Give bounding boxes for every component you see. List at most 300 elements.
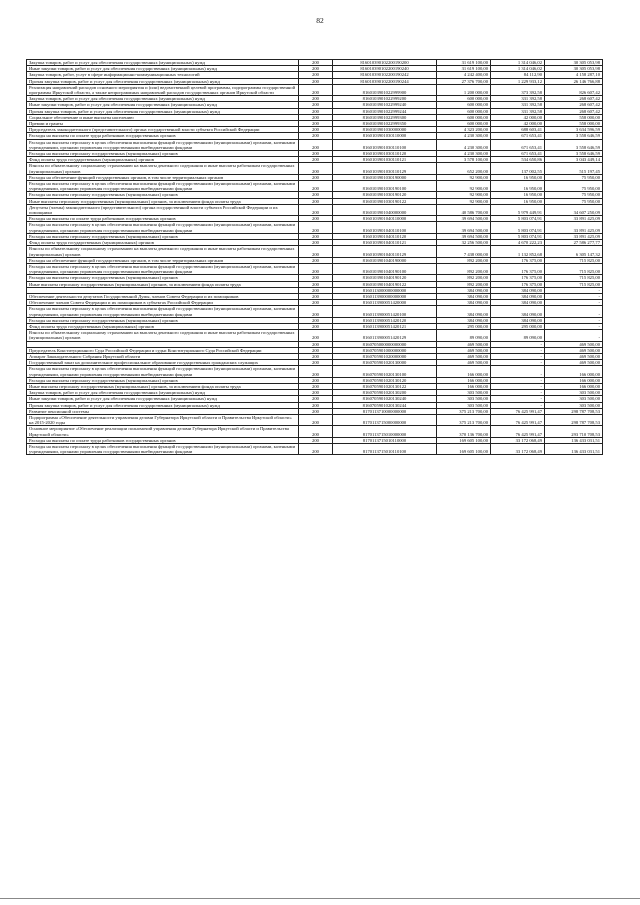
row-executed-cell: 373 392,58 <box>491 84 545 95</box>
row-name-cell: Расходы на выплаты персоналу государственных (муниципальных) органов <box>27 192 299 198</box>
row-name-cell: Расходы на выплаты персоналу в целях обеспечения выполнения функций государственными (муниципальными) органами, казенными учреждениями, органами управления государственными внебюджетными фондами <box>27 222 299 233</box>
row-code-cell: 8160103901040190100 <box>333 263 437 274</box>
row-code-cell: 8160103901030190100 <box>333 181 437 192</box>
page-bottom-rule <box>0 898 640 899</box>
row-approved-cell: 92 900,00 <box>437 174 491 180</box>
row-name-cell: Иные закупки товаров, работ и услуг для обеспечения государственных (муниципальных) нужд <box>27 66 299 72</box>
row-code-cell: 8160705901000000000 <box>333 347 437 353</box>
row-executed-cell: - <box>491 383 545 389</box>
row-org-cell: 200 <box>299 396 333 402</box>
row-org-cell: 200 <box>299 157 333 163</box>
row-code-cell: 8160103901030190120 <box>333 192 437 198</box>
row-code-cell: 8170113715010000000 <box>333 426 437 437</box>
row-name-cell: Расходы на обеспечение функций государственных органов, в том числе территориальных органов <box>27 257 299 263</box>
row-executed-cell: 176 375,00 <box>491 263 545 274</box>
row-executed-cell: 1 314 046,02 <box>491 60 545 66</box>
row-name-cell: Иные закупки товаров, работ и услуг для обеспечения государственных (муниципальных) нужд <box>27 102 299 108</box>
row-executed-cell: 176 375,00 <box>491 275 545 281</box>
row-name-cell: Взносы по обязательному социальному страхованию на выплаты денежного содержания и иные выплаты работникам государственных (муниципальных) органов <box>27 163 299 174</box>
row-name-cell: Расходы на выплаты персоналу государственных (муниципальных) органов <box>27 233 299 239</box>
row-name-cell: Расходы на выплаты персоналу в целях обеспечения выполнения функций государственными (муниципальными) органами, казенными учреждениями, органами управления государственными внебюджетными фондами <box>27 306 299 317</box>
row-executed-cell: 384 090,00 <box>491 287 545 293</box>
row-remaining-cell: 469 500,00 <box>545 341 603 347</box>
row-code-cell: 8160103901022999300 <box>333 114 437 120</box>
row-org-cell: 200 <box>299 317 333 323</box>
row-org-cell: 200 <box>299 163 333 174</box>
row-remaining-cell: 303 500,00 <box>545 396 603 402</box>
row-remaining-cell: 4 158 287,10 <box>545 72 603 78</box>
row-remaining-cell: 715 825,00 <box>545 281 603 287</box>
row-code-cell: 8160103901030110100 <box>333 139 437 150</box>
row-remaining-cell: 298 787 708,53 <box>545 414 603 425</box>
row-org-cell: 200 <box>299 444 333 455</box>
row-code-cell: 8160103901022999244 <box>333 108 437 114</box>
row-name-cell: Расходы на выплаты персоналу государственных (муниципальных) органов <box>27 377 299 383</box>
row-org-cell: 200 <box>299 293 333 299</box>
row-name-cell: Иные выплаты персоналу государственных (муниципальных) органов, за исключением фонда оплаты труда <box>27 198 299 204</box>
row-approved-cell: 303 500,00 <box>437 390 491 396</box>
row-executed-cell: 42 000,00 <box>491 121 545 127</box>
row-code-cell: 8160103901040190120 <box>333 275 437 281</box>
row-executed-cell: 16 950,00 <box>491 174 545 180</box>
row-name-cell: Депутаты (члены) законодательного (представительного) органа государственной власти субъекта Российской Федерации и их помощники <box>27 204 299 215</box>
row-executed-cell: 384 090,00 <box>491 317 545 323</box>
row-name-cell: Фонд оплаты труда государственных (муниципальных) органов <box>27 157 299 163</box>
row-code-cell: 8160103901040110121 <box>333 240 437 246</box>
row-org-cell: 200 <box>299 60 333 66</box>
row-executed-cell: 5 979 449,91 <box>491 204 545 215</box>
row-name-cell: Иные закупки товаров, работ и услуг для обеспечения государственных (муниципальных) нужд <box>27 396 299 402</box>
row-org-cell: 200 <box>299 151 333 157</box>
row-approved-cell: 31 619 100,00 <box>437 66 491 72</box>
row-code-cell: 8160705901020130120 <box>333 377 437 383</box>
row-remaining-cell: 469 500,00 <box>545 347 603 353</box>
row-executed-cell: 534 650,86 <box>491 157 545 163</box>
row-approved-cell: 469 500,00 <box>437 353 491 359</box>
row-org-cell: 200 <box>299 192 333 198</box>
table-row <box>27 181 603 192</box>
row-executed-cell: - <box>491 366 545 377</box>
row-executed-cell: 331 392,58 <box>491 96 545 102</box>
row-org-cell: 200 <box>299 84 333 95</box>
row-org-cell: 200 <box>299 390 333 396</box>
row-approved-cell: 4 230 300,00 <box>437 139 491 150</box>
table-row <box>27 414 603 425</box>
row-executed-cell: 1 229 933,12 <box>491 78 545 84</box>
row-org-cell: 200 <box>299 127 333 133</box>
row-approved-cell: 469 500,00 <box>437 360 491 366</box>
row-code-cell: 8160103901030110000 <box>333 133 437 139</box>
row-remaining-cell: 27 586 277,77 <box>545 240 603 246</box>
row-executed-cell: 1 132 852,68 <box>491 246 545 257</box>
row-approved-cell: 166 000,00 <box>437 377 491 383</box>
row-approved-cell: 4 230 300,00 <box>437 151 491 157</box>
row-org-cell: 200 <box>299 181 333 192</box>
page-number: 82 <box>316 16 324 25</box>
row-name-cell: Обеспечение деятельности депутатов Государственной Думы, членов Совета Федерации и их помощников <box>27 293 299 299</box>
row-remaining-cell: 33 891 425,09 <box>545 222 603 233</box>
row-code-cell: 8160705901020130244 <box>333 402 437 408</box>
row-remaining-cell: 826 607,42 <box>545 84 603 95</box>
row-remaining-cell: 303 500,00 <box>545 402 603 408</box>
row-name-cell: Фонд оплаты труда государственных (муниципальных) органов <box>27 323 299 329</box>
row-executed-cell: 671 653,41 <box>491 139 545 150</box>
table-row <box>27 437 603 443</box>
row-code-cell: 8160705901020130100 <box>333 366 437 377</box>
row-approved-cell: 39 694 500,00 <box>437 233 491 239</box>
row-org-cell: 200 <box>299 437 333 443</box>
row-approved-cell: 892 200,00 <box>437 281 491 287</box>
row-remaining-cell: 268 607,42 <box>545 108 603 114</box>
row-org-cell: 200 <box>299 216 333 222</box>
row-name-cell: Расходы на выплаты персоналу в целях обеспечения выполнения функций государственными (муниципальными) органами, казенными учреждениями, органами управления государственными внебюджетными фондами <box>27 181 299 192</box>
row-org-cell: 200 <box>299 275 333 281</box>
row-approved-cell: 384 090,00 <box>437 293 491 299</box>
row-name-cell: Расходы на выплаты по оплате труда работников государственных органов <box>27 437 299 443</box>
row-remaining-cell: 715 825,00 <box>545 257 603 263</box>
row-name-cell: Аппарат Законодательного Собрания Иркутской области <box>27 353 299 359</box>
row-remaining-cell: 30 305 053,98 <box>545 66 603 72</box>
row-code-cell: 8160705901020000000 <box>333 353 437 359</box>
row-approved-cell: 40 586 700,00 <box>437 204 491 215</box>
row-org-cell: 200 <box>299 198 333 204</box>
row-org-cell: 200 <box>299 287 333 293</box>
row-executed-cell: 76 425 991,47 <box>491 408 545 414</box>
table-row <box>27 444 603 455</box>
row-remaining-cell: 136 433 031,51 <box>545 437 603 443</box>
row-code-cell: 8160103901040190122 <box>333 281 437 287</box>
row-approved-cell: 600 000,00 <box>437 114 491 120</box>
row-remaining-cell: 34 607 250,09 <box>545 204 603 215</box>
row-approved-cell: 892 200,00 <box>437 263 491 274</box>
row-approved-cell: 92 900,00 <box>437 198 491 204</box>
row-name-cell: Расходы на выплаты персоналу в целях обеспечения выполнения функций государственными (муниципальными) органами, казенными учреждениями, органами управления государственными внебюджетными фондами <box>27 263 299 274</box>
row-approved-cell: 169 605 100,00 <box>437 437 491 443</box>
row-name-cell: Иные выплаты персоналу государственных (муниципальных) органов, за исключением фонда оплаты труда <box>27 383 299 389</box>
row-executed-cell: 16 950,00 <box>491 181 545 192</box>
row-code-cell: 8160113900051420121 <box>333 323 437 329</box>
row-remaining-cell: - <box>545 330 603 341</box>
table-row <box>27 246 603 257</box>
row-name-cell: Подпрограмма «Обеспечение деятельности управления делами Губернатора Иркутской области и Правительства Иркутской области» на 2015-2020 годы <box>27 414 299 425</box>
row-approved-cell: 166 000,00 <box>437 383 491 389</box>
table-row <box>27 222 603 233</box>
row-approved-cell: 384 090,00 <box>437 306 491 317</box>
row-remaining-cell: 3 558 646,59 <box>545 139 603 150</box>
row-approved-cell: 600 000,00 <box>437 121 491 127</box>
row-name-cell: Расходы на выплаты персоналу государственных (муниципальных) органов <box>27 317 299 323</box>
row-name-cell: Государственный заказ на дополнительное профессиональное образование государственных гражданских служащих <box>27 360 299 366</box>
row-code-cell: 816010390102200190242 <box>333 72 437 78</box>
row-remaining-cell: 515 197,45 <box>545 163 603 174</box>
row-executed-cell: 688 603,41 <box>491 127 545 133</box>
row-remaining-cell: 558 000,00 <box>545 114 603 120</box>
row-remaining-cell: 303 500,00 <box>545 390 603 396</box>
row-approved-cell: 27 376 700,00 <box>437 78 491 84</box>
row-org-cell: 200 <box>299 102 333 108</box>
row-code-cell: 8160103901022999240 <box>333 102 437 108</box>
row-executed-cell: 384 090,00 <box>491 293 545 299</box>
row-name-cell: Расходы на выплаты по оплате труда работников государственных органов <box>27 216 299 222</box>
row-executed-cell: 42 000,00 <box>491 114 545 120</box>
row-remaining-cell: 3 558 646,59 <box>545 151 603 157</box>
table-row <box>27 84 603 95</box>
row-approved-cell: 652 200,00 <box>437 163 491 174</box>
row-code-cell: 816010390102200190240 <box>333 66 437 72</box>
row-name-cell: Фонд оплаты труда государственных (муниципальных) органов <box>27 240 299 246</box>
row-name-cell: Закупка товаров, работ и услуг для обеспечения государственных (муниципальных) нужд <box>27 390 299 396</box>
row-executed-cell: 384 090,00 <box>491 300 545 306</box>
row-org-cell: 200 <box>299 408 333 414</box>
row-org-cell: 200 <box>299 72 333 78</box>
row-executed-cell: - <box>491 396 545 402</box>
row-org-cell: 200 <box>299 426 333 437</box>
row-org-cell: 200 <box>299 366 333 377</box>
row-org-cell: 200 <box>299 246 333 257</box>
row-remaining-cell: 26 146 766,88 <box>545 78 603 84</box>
row-remaining-cell: 136 433 031,51 <box>545 444 603 455</box>
table-row <box>27 330 603 341</box>
row-remaining-cell: 293 710 708,53 <box>545 426 603 437</box>
row-org-cell: 200 <box>299 402 333 408</box>
row-code-cell: 8160103901030190000 <box>333 174 437 180</box>
row-approved-cell: 600 000,00 <box>437 102 491 108</box>
row-org-cell: 200 <box>299 222 333 233</box>
row-code-cell: 8160103901040110120 <box>333 233 437 239</box>
row-executed-cell: - <box>491 347 545 353</box>
row-approved-cell: 303 500,00 <box>437 402 491 408</box>
row-remaining-cell: 558 000,00 <box>545 121 603 127</box>
budget-table <box>26 59 603 455</box>
row-org-cell: 200 <box>299 281 333 287</box>
row-approved-cell: 384 090,00 <box>437 300 491 306</box>
row-org-cell: 200 <box>299 121 333 127</box>
row-code-cell: 8160103901040110100 <box>333 222 437 233</box>
row-code-cell: 8160113900051420100 <box>333 306 437 317</box>
row-executed-cell: - <box>491 360 545 366</box>
row-org-cell: 200 <box>299 353 333 359</box>
row-approved-cell: 4 323 200,00 <box>437 127 491 133</box>
row-executed-cell: 5 803 074,91 <box>491 216 545 222</box>
row-org-cell: 200 <box>299 263 333 274</box>
row-code-cell: 8160103901040110129 <box>333 246 437 257</box>
row-executed-cell: 76 425 991,47 <box>491 414 545 425</box>
row-code-cell: 8160705901020130000 <box>333 360 437 366</box>
row-remaining-cell: 715 825,00 <box>545 263 603 274</box>
row-approved-cell: 39 694 500,00 <box>437 222 491 233</box>
row-approved-cell: 469 500,00 <box>437 347 491 353</box>
row-approved-cell: 600 000,00 <box>437 96 491 102</box>
row-approved-cell: 169 605 100,00 <box>437 444 491 455</box>
row-remaining-cell: 469 500,00 <box>545 360 603 366</box>
row-executed-cell: 137 002,55 <box>491 163 545 174</box>
row-remaining-cell: 75 950,00 <box>545 174 603 180</box>
row-name-cell: Реализация направлений расходов основного мероприятия и (или) ведомственной целевой программы, подпрограммы государственной программы Иркутской области, а также непрограммных направлений расходов государственных органов Иркутской области <box>27 84 299 95</box>
row-remaining-cell: 75 950,00 <box>545 198 603 204</box>
row-name-cell: Расходы на выплаты персоналу в целях обеспечения выполнения функций государственными (муниципальными) органами, казенными учреждениями, органами управления государственными внебюджетными фондами <box>27 139 299 150</box>
row-code-cell: 8170113715000000000 <box>333 414 437 425</box>
row-executed-cell: 5 803 074,91 <box>491 233 545 239</box>
row-remaining-cell: 6 305 147,32 <box>545 246 603 257</box>
row-code-cell: 8160113900051420000 <box>333 300 437 306</box>
row-executed-cell: 84 112,90 <box>491 72 545 78</box>
row-name-cell: Развитие пенсионной системы <box>27 408 299 414</box>
row-name-cell: Прочая закупка товаров, работ и услуг для обеспечения государственных (муниципальных) нужд <box>27 402 299 408</box>
row-approved-cell: 303 500,00 <box>437 396 491 402</box>
row-name-cell: Расходы на выплаты по оплате труда работников государственных органов <box>27 133 299 139</box>
row-remaining-cell: 3 043 449,14 <box>545 157 603 163</box>
row-approved-cell: 92 900,00 <box>437 192 491 198</box>
row-org-cell: 200 <box>299 78 333 84</box>
row-name-cell: Закупка товаров, работ и услуг для обеспечения государственных (муниципальных) нужд <box>27 60 299 66</box>
row-code-cell: 8160705901020130200 <box>333 390 437 396</box>
row-executed-cell: 33 172 068,49 <box>491 437 545 443</box>
row-code-cell: 8160103901022999350 <box>333 121 437 127</box>
table-row <box>27 426 603 437</box>
row-org-cell: 200 <box>299 347 333 353</box>
row-approved-cell: 295 000,00 <box>437 323 491 329</box>
row-org-cell: 200 <box>299 108 333 114</box>
table-row <box>27 139 603 150</box>
row-code-cell: 8160103901022999900 <box>333 84 437 95</box>
row-remaining-cell: - <box>545 317 603 323</box>
row-org-cell: 200 <box>299 330 333 341</box>
row-code-cell: 8170113715010110000 <box>333 437 437 443</box>
row-executed-cell: 295 000,00 <box>491 323 545 329</box>
row-code-cell: 8170113715010110100 <box>333 444 437 455</box>
row-executed-cell: 5 803 074,91 <box>491 222 545 233</box>
row-org-cell: 200 <box>299 341 333 347</box>
row-approved-cell: 92 900,00 <box>437 181 491 192</box>
row-name-cell: Обеспечение членов Совета Федерации и их помощников в субъектах Российской Федерации <box>27 300 299 306</box>
row-executed-cell: - <box>491 390 545 396</box>
row-name-cell: Председатель законодательного (представительного) органа государственной власти субъекта Российской Федерации <box>27 127 299 133</box>
row-org-cell: 200 <box>299 133 333 139</box>
row-executed-cell: 384 090,00 <box>491 306 545 317</box>
row-executed-cell: 16 950,00 <box>491 192 545 198</box>
row-name-cell: Премии и гранты <box>27 121 299 127</box>
row-remaining-cell: - <box>545 323 603 329</box>
row-remaining-cell: 268 607,42 <box>545 102 603 108</box>
table-row <box>27 366 603 377</box>
row-approved-cell: 39 694 500,00 <box>437 216 491 222</box>
row-executed-cell: - <box>491 377 545 383</box>
row-code-cell: 8160103901030000000 <box>333 127 437 133</box>
table-row <box>27 204 603 215</box>
row-executed-cell: 1 314 046,02 <box>491 66 545 72</box>
row-remaining-cell: 33 891 425,09 <box>545 233 603 239</box>
row-remaining-cell: 75 950,00 <box>545 181 603 192</box>
row-approved-cell: 4 230 300,00 <box>437 133 491 139</box>
row-approved-cell: 166 000,00 <box>437 366 491 377</box>
row-code-cell: 8160103901022999200 <box>333 96 437 102</box>
row-executed-cell: 76 425 991,47 <box>491 426 545 437</box>
row-code-cell: 8160103901030110121 <box>333 157 437 163</box>
row-approved-cell: 3 578 100,00 <box>437 157 491 163</box>
row-remaining-cell: 75 950,00 <box>545 192 603 198</box>
row-org-cell: 200 <box>299 174 333 180</box>
row-name-cell: Закупка товаров, работ, услуг в сфере информационно-коммуникационных технологий <box>27 72 299 78</box>
row-remaining-cell: 715 825,00 <box>545 275 603 281</box>
row-executed-cell: - <box>491 341 545 347</box>
row-executed-cell: 16 950,00 <box>491 198 545 204</box>
row-remaining-cell: 469 500,00 <box>545 353 603 359</box>
row-executed-cell: - <box>491 402 545 408</box>
table-row <box>27 163 603 174</box>
row-executed-cell: 671 653,41 <box>491 133 545 139</box>
row-name-cell: Расходы на выплаты персоналу государственных (муниципальных) органов <box>27 275 299 281</box>
row-org-cell: 200 <box>299 360 333 366</box>
row-remaining-cell: - <box>545 287 603 293</box>
row-remaining-cell: 3 634 596,59 <box>545 127 603 133</box>
table-row <box>27 263 603 274</box>
row-name-cell: Председатель Конституционного Суда Российской Федерации и судьи Конституционного Суда Российской Федерации <box>27 347 299 353</box>
row-org-cell: 200 <box>299 204 333 215</box>
row-approved-cell: 375 213 700,00 <box>437 408 491 414</box>
row-approved-cell: 892 200,00 <box>437 257 491 263</box>
row-executed-cell: 331 392,58 <box>491 102 545 108</box>
row-approved-cell: 31 619 100,00 <box>437 60 491 66</box>
row-executed-cell: 33 172 068,49 <box>491 444 545 455</box>
row-remaining-cell: 166 000,00 <box>545 377 603 383</box>
row-code-cell: 8160113900051420129 <box>333 330 437 341</box>
row-org-cell: 200 <box>299 414 333 425</box>
row-remaining-cell: 3 558 646,59 <box>545 133 603 139</box>
row-code-cell: 8160113900051420120 <box>333 317 437 323</box>
budget-table-body <box>27 60 603 455</box>
row-executed-cell: - <box>491 353 545 359</box>
row-name-cell: Прочая закупка товаров, работ и услуг для обеспечения государственных (муниципальных) нужд <box>27 108 299 114</box>
row-approved-cell: 4 242 400,00 <box>437 72 491 78</box>
row-name-cell: Социальное обеспечение и иные выплаты населению <box>27 114 299 120</box>
row-remaining-cell: 268 607,42 <box>545 96 603 102</box>
row-org-cell: 200 <box>299 139 333 150</box>
row-code-cell: 8160705000000000000 <box>333 341 437 347</box>
row-executed-cell: 176 375,00 <box>491 281 545 287</box>
row-approved-cell: 892 200,00 <box>437 275 491 281</box>
row-org-cell: 200 <box>299 96 333 102</box>
row-approved-cell: 375 213 700,00 <box>437 414 491 425</box>
row-executed-cell: 671 653,41 <box>491 151 545 157</box>
row-executed-cell: 176 375,00 <box>491 257 545 263</box>
row-name-cell: Основное мероприятие «Обеспечение реализации полномочий управления делами Губернатора Иркутской области и Правительства Иркутской области» <box>27 426 299 437</box>
row-remaining-cell: - <box>545 293 603 299</box>
row-name-cell: Взносы по обязательному социальному страхованию на выплаты денежного содержания и иные выплаты работникам государственных (муниципальных) органов <box>27 246 299 257</box>
row-org-cell: 200 <box>299 240 333 246</box>
row-org-cell: 200 <box>299 383 333 389</box>
row-org-cell: 200 <box>299 66 333 72</box>
row-code-cell: 8160113000000000000 <box>333 287 437 293</box>
row-approved-cell: 89 090,00 <box>437 330 491 341</box>
row-name-cell: Расходы на обеспечение функций государственных органов, в том числе территориальных органов <box>27 174 299 180</box>
row-code-cell: 816010390102200190200 <box>333 60 437 66</box>
row-remaining-cell: 166 000,00 <box>545 383 603 389</box>
row-name-cell: Прочая закупка товаров, работ и услуг для обеспечения государственных (муниципальных) нужд <box>27 78 299 84</box>
row-name-cell: Расходы на выплаты персоналу в целях обеспечения выполнения функций государственными (муниципальными) органами, казенными учреждениями, органами управления государственными внебюджетными фондами <box>27 366 299 377</box>
row-code-cell: 8160103901030190122 <box>333 198 437 204</box>
row-executed-cell: 331 392,58 <box>491 108 545 114</box>
row-name-cell: Расходы на выплаты персоналу государственных (муниципальных) органов <box>27 151 299 157</box>
row-code-cell: 816010390102200190244 <box>333 78 437 84</box>
row-org-cell: 200 <box>299 377 333 383</box>
row-code-cell: 8160705901020130240 <box>333 396 437 402</box>
row-remaining-cell: 33 891 425,09 <box>545 216 603 222</box>
row-remaining-cell: 30 305 053,98 <box>545 60 603 66</box>
row-remaining-cell: 298 787 708,53 <box>545 408 603 414</box>
row-name-cell: Расходы на выплаты персоналу в целях обеспечения выполнения функций государственными (муниципальными) органами, казенными учреждениями, органами управления государственными внебюджетными фондами <box>27 444 299 455</box>
row-remaining-cell: - <box>545 306 603 317</box>
row-code-cell: 8160103901040190000 <box>333 257 437 263</box>
